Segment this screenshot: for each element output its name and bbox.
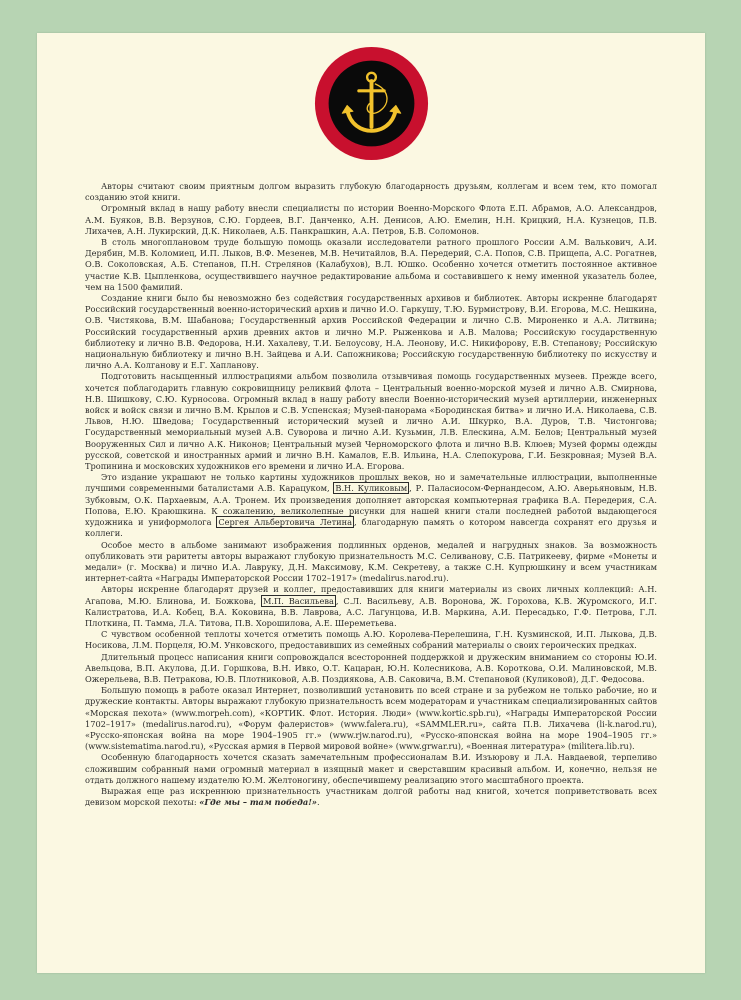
paragraph: [85, 584, 657, 629]
paragraph: Большую помощь в работе оказал Интернет, позволивший установить по всей стране и за рубежом не только рабочие, но и дружеские контакты. Авторы выражают глубокую признательность всем модераторам и участникам специализированных сайтов «Морская пехота» (www.morpeh.com), «КОРТИК. Флот. История. Люди» (www.kortic.spb.ru), «Награды Императорской России 1702–1917» (medalirus.narod.ru), «Форум фалеристов» (www.falera.ru), «SAMMLER.ru», сайта П.В. Лихачева (li-k.narod.ru), «Русско-японская война на море 1904–1905 гг.» (www.rjw.narod.ru), «Русско-японская война на море 1904–1905 гг.» (www.sistematima.narod.ru), «Русская армия в Первой мировой войне» (www.grwar.ru), «Военная литература» (militera.lib.ru).: [85, 685, 657, 752]
paragraph: Создание книги было бы невозможно без содействия государственных архивов и библиотек. Авторы искренне благодарят Российский государственный военно-исторический архив и лично И.О. Гаркушу, Т.Ю. Бурмистрову, В.И. Егорова, М.С. Нешкина, О.В. Чистякова, В.М. Шабанова; Государственный архив Российской Федерации и лично С.В. Мироненко и А.А. Литвина; Российский государственный архив древних актов и лично М.Р. Рыженкова и А.В. Малова; Российскую государственную библиотеку и лично В.В. Федорова, Н.И. Хахалеву, Т.И. Белоусову, Н.А. Леонову, И.С. Никифорову, Е.В. Степанову; Российскую национальную библиотеку и лично В.Н. Зайцева и А.И. Сапожникова; Российскую государственную библиотеку по искусству и лично А.А. Колганову и Е.Г. Хапланову.: [85, 293, 657, 371]
paragraph: [85, 786, 657, 808]
memorial-name-box: Сергея Альбертовича Летина: [218, 517, 352, 528]
text-run: .: [316, 797, 320, 808]
paragraph: В столь многоплановом труде большую помощь оказали исследователи ратного прошлого России А.М. Валькович, А.И. Дерябин, М.В. Коломиец, И.П. Лыков, В.Ф. Мезенев, М.В. Нечитайлов, В.А. Передерий, С.А. Попов, С.В. Прищепа, А.С. Рогатнев, О.В. Соколовская, А.Б. Степанов, П.Н. Стрелянов (Калабухов), В.Л. Юшко. Особенно хочется отметить постоянное активное участие К.В. Цыпленкова, осуществившего научное редактирование альбома и составившего к нему именной указатель более, чем на 1500 фамилий.: [85, 237, 657, 292]
motto: «Где мы – там победа!»: [199, 797, 317, 808]
paragraph: Длительный процесс написания книги сопровождался всесторонней поддержкой и дружеским вниманием со стороны Ю.И. Авельцова, В.П. Акулова, Д.И. Горшкова, В.Н. Ивко, О.Т. Кацаран, Ю.Н. Колесникова, А.В. Короткова, О.И. Малиновской, М.В. Ожерельева, В.В. Петракова, Ю.В. Плотниковой, А.В. Поздиякова, А.В. Саковича, В.М. Степановой (Куликовой), Д.Г. Федосова.: [85, 651, 657, 684]
text-run: , Р. Паласиосом-Фернандесом, А.Ю. Аверьяновым, Н.В. Зубковым, О.К. Пархаевым, А.А. Тронем. Их произведения дополняет авторская компьютерная графика В.А. Передерия, С.А. Попова, Е.Ю. Краюшкина. К сожалению, великолепные рисунки для нашей книги стали последней работой выдающегося художника и униформолога: [85, 483, 657, 528]
marine-emblem: [313, 45, 430, 162]
paragraph: Огромный вклад в нашу работу внесли специалисты по истории Военно-Морского Флота Е.П. Абрамов, А.О. Александров, А.М. Буяков, В.В. Верзунов, С.Ю. Гордеев, В.Г. Данченко, А.Н. Денисов, А.Ю. Емелин, Н.Н. Крицкий, Н.А. Кузнецов, П.В. Лихачев, А.Н. Лукирский, Д.К. Николаев, А.Б. Панкрашкин, А.А. Петров, Б.В. Соломонов.: [85, 203, 657, 236]
acknowledgements-text: [85, 181, 657, 808]
text-run: Это издание украшают не только картины художников прошлых веков, но и замечательные иллюстрации, выполненные лучшими современными баталистами А.В. Карацуком,: [85, 472, 657, 494]
paragraph: Авторы считают своим приятным долгом выразить глубокую благодарность друзьям, коллегам и всем тем, кто помогал созданию этой книги.: [85, 181, 657, 203]
paragraph: Особое место в альбоме занимают изображения подлинных орденов, медалей и нагрудных знаков. За возможность опубликовать эти раритеты авторы выражают глубокую признательность М.С. Селиванову, С.Б. Патрикееву, фирме «Монеты и медали» (г. Москва) и лично И.А. Лавруку, Д.Н. Максимову, К.М. Секретеву, а также С.Н. Купрюшкину и всем участникам интернет-сайта «Награды Императорской России 1702–1917» (medalirus.narod.ru).: [85, 539, 657, 584]
paragraph: Особенную благодарность хочется сказать замечательным профессионалам В.И. Изъюрову и Л.А. Навдаевой, терпеливо сложившим собранный нами огромный материал в изящный макет и сверставшим красивый альбом. И, конечно, нельзя не отдать должного нашему издателю Ю.М. Желтоногину, обеспечившему реализацию этого масштабного проекта.: [85, 752, 657, 785]
text-run: , С.Л. Васильеву, А.В. Воронова, Ж. Горохова, К.В. Журомского, И.Г. Калистратова, И.А. Кобец, В.А. Коковина, В.В. Лаврова, А.С. Лагунцова, И.В. Маркина, А.И. Пересадько, Г.Ф. Петрова, Г.Л. Плоткина, П. Тамма, Л.А. Титова, П.В. Хорошилова, А.Е. Шереметьева.: [85, 595, 657, 628]
text-run: Авторы искренне благодарят друзей и коллег, предоставивших для книги материалы из своих личных коллекций: А.Н. Агапова, М.Ю. Блинова, И. Божкова,: [85, 584, 657, 606]
paragraph: С чувством особенной теплоты хочется отметить помощь А.Ю. Королева-Перелешина, Г.Н. Кузминской, И.П. Лыкова, Д.В. Носикова, Л.М. Порцеля, Ю.М. Унковского, предоставивших из семейных собраний материалы о своих героических предках.: [85, 629, 657, 651]
text-run: , благодарную память о котором навсегда сохранят его друзья и коллеги.: [85, 517, 657, 539]
paragraph: Подготовить насыщенный иллюстрациями альбом позволила отзывчивая помощь государственных музеев. Прежде всего, хочется поблагодарить главную сокровищницу реликвий флота – Центральный военно-морской музей и лично А.В. Смирнова, Н.В. Шишкову, С.Ю. Курносова. Огромный вклад в нашу работу внесли Военно-исторический музей артиллерии, инженерных войск и войск связи и лично В.М. Крылов и С.В. Успенская; Музей-панорама «Бородинская битва» и лично И.А. Николаева, С.В. Львов, Н.Ю. Шведова; Государственный исторический музей и лично А.И. Шкурко, В.А. Дуров, Т.В. Чистонгова; Государственный мемориальный музей А.В. Суворова и лично А.И. Кузьмин, Л.В. Елескина, А.М. Белов; Центральный музей Вооруженных Сил и лично А.К. Никонов; Центральный музей Черноморского флота и лично В.В. Клюев; Музей формы одежды русской, советской и иностранных армий и лично В.Н. Камалов, Е.В. Ильина, Н.А. Слепокурова, Г.И. Безкровная; Музей В.А. Тропинина и московских художников его времени и лично И.А. Егорова.: [85, 371, 657, 472]
page: [37, 33, 705, 973]
memorial-name-box: М.П. Васильева: [263, 595, 334, 606]
text-run: Выражая еще раз искреннюю признательность участникам долгой работы над книгой, хочется поприветствовать всех девизом морской пехоты:: [85, 785, 657, 808]
paragraph: [85, 472, 657, 539]
memorial-name-box: В.Н. Куликовым: [335, 483, 408, 494]
